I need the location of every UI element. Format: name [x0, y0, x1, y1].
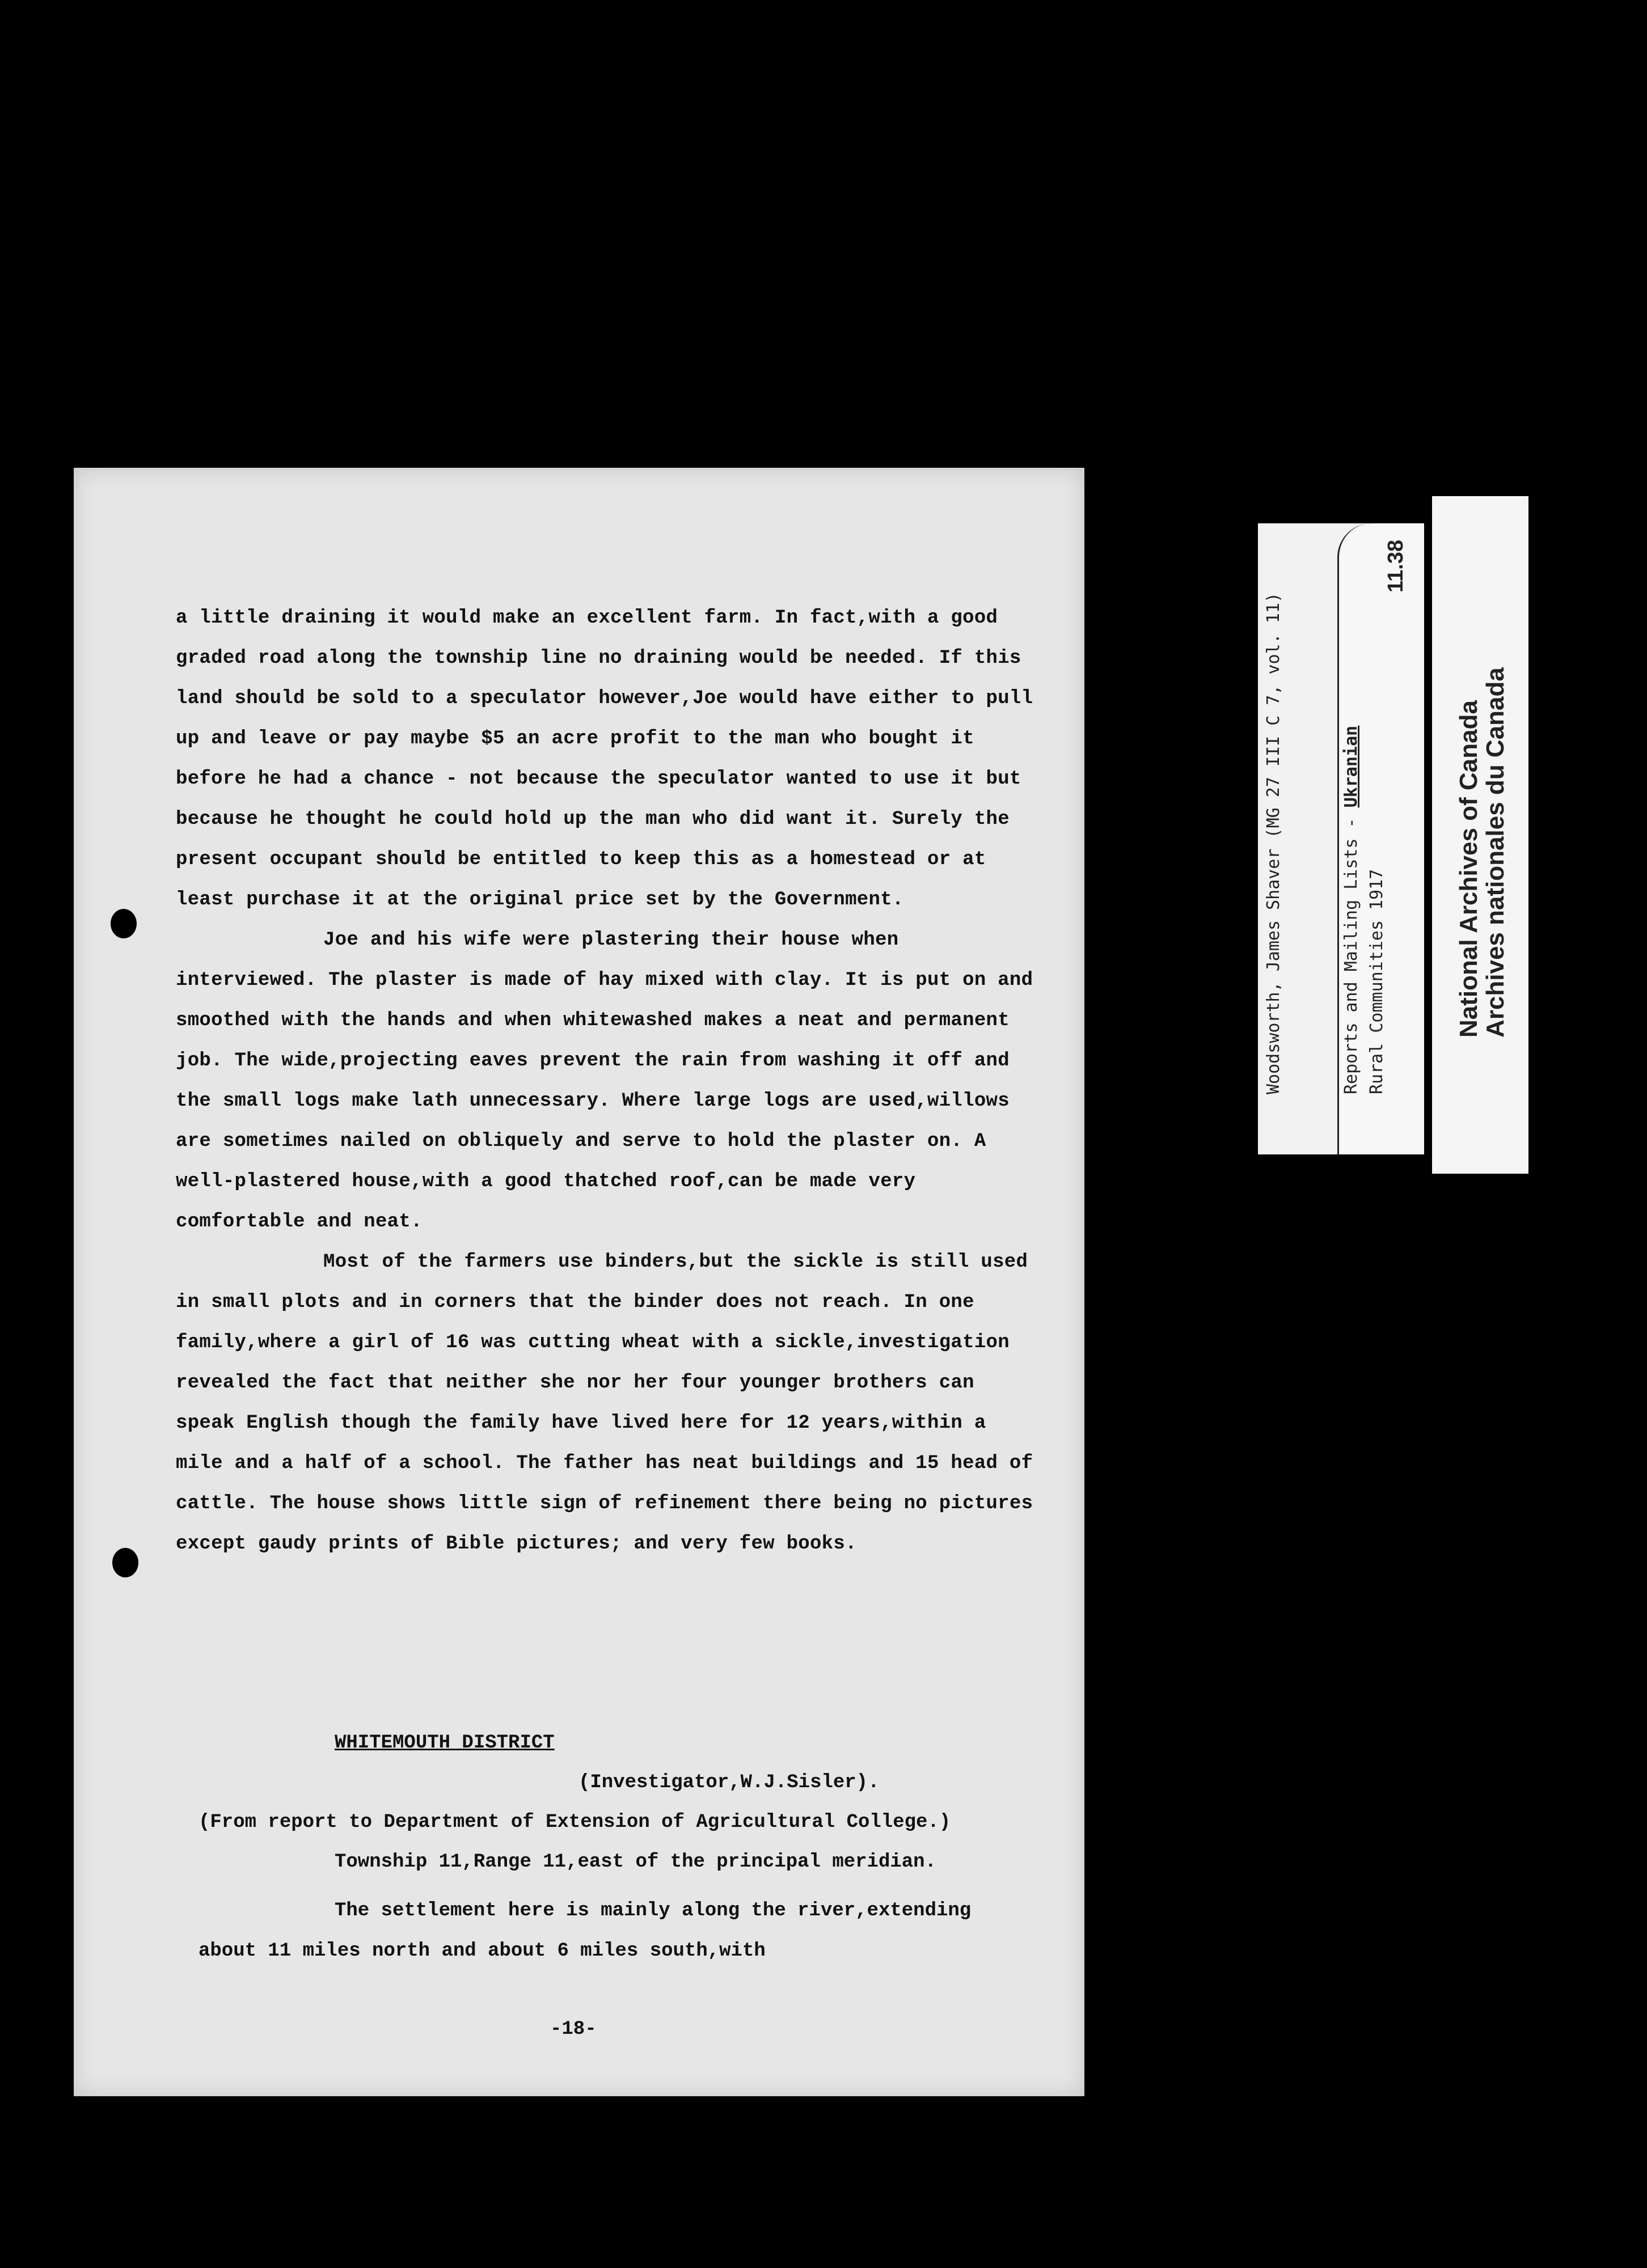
reports-line: [1341, 726, 1361, 1094]
source-note: (From report to Department of Extension of Agricultural College.): [199, 1812, 951, 1833]
rural-communities-line: Rural Communities 1917: [1367, 869, 1387, 1094]
paragraph-1: a little draining it would make an excellent farm. In fact,with a good graded road along the township line no draining would be needed. If this land should be sold to a speculator however,Joe would have either to pull up and leave or pay maybe $5 an acre profit to the man who bought it before he had a chance - not because the speculator wanted to use it but because he thought he could hold up the man who did want it. Surely the present occupant should be entitled to keep this as a homestead or at least purchase it at the original price set by the Government.: [176, 607, 1045, 911]
investigator-line: (Investigator,W.J.Sisler).: [578, 1772, 880, 1793]
reports-text: Reports and Mailing Lists -: [1341, 807, 1361, 1094]
reference-line: Woodsworth, James Shaver (MG 27 III C 7, vol. 11): [1264, 592, 1283, 1094]
township-line: Township 11,Range 11,east of the principal meridian.: [335, 1851, 936, 1873]
punch-hole-bottom: [112, 1548, 138, 1577]
document-page: [74, 468, 1084, 2096]
settlement-paragraph: The settlement here is mainly along the river,extending about 11 miles north and about 6 miles south,with: [199, 1900, 972, 1962]
archive-name-en: National Archives of Canada: [1455, 700, 1483, 1038]
archive-name-fr: Archives nationales du Canada: [1481, 667, 1509, 1038]
topic-text: Ukranian: [1341, 725, 1361, 808]
folder-code: 11.38: [1384, 540, 1408, 593]
paragraph-3: Most of the farmers use binders,but the sickle is still used in small plots and in corners that the binder does not reach. In one family,where a girl of 16 was cutting wheat with a sickle,investigation revealed the fact that neither she nor her four younger brothers can speak English though the family have lived here for 12 years,within a mile and a half of a school. The father has neat buildings and 15 head of cattle. The house shows little sign of refinement there being no pictures except gaudy prints of Bible pictures; and very few books.: [176, 1251, 1045, 1555]
page-number: -18-: [550, 2019, 597, 2040]
body-text: [176, 598, 1045, 1564]
section-heading: WHITEMOUTH DISTRICT: [335, 1732, 555, 1754]
punch-hole-top: [111, 909, 137, 938]
paragraph-2: Joe and his wife were plastering their house when interviewed. The plaster is made of hay mixed with clay. It is put on and smoothed with the hands and when whitewashed makes a neat and permanent job. The wide,projecting eaves prevent the rain from washing it off and the small logs make lath unnecessary. Where large logs are used,willows are sometimes nailed on obliquely and serve to hold the plaster on. A well-plastered house,with a good thatched roof,can be made very comfortable and neat.: [176, 929, 1045, 1233]
